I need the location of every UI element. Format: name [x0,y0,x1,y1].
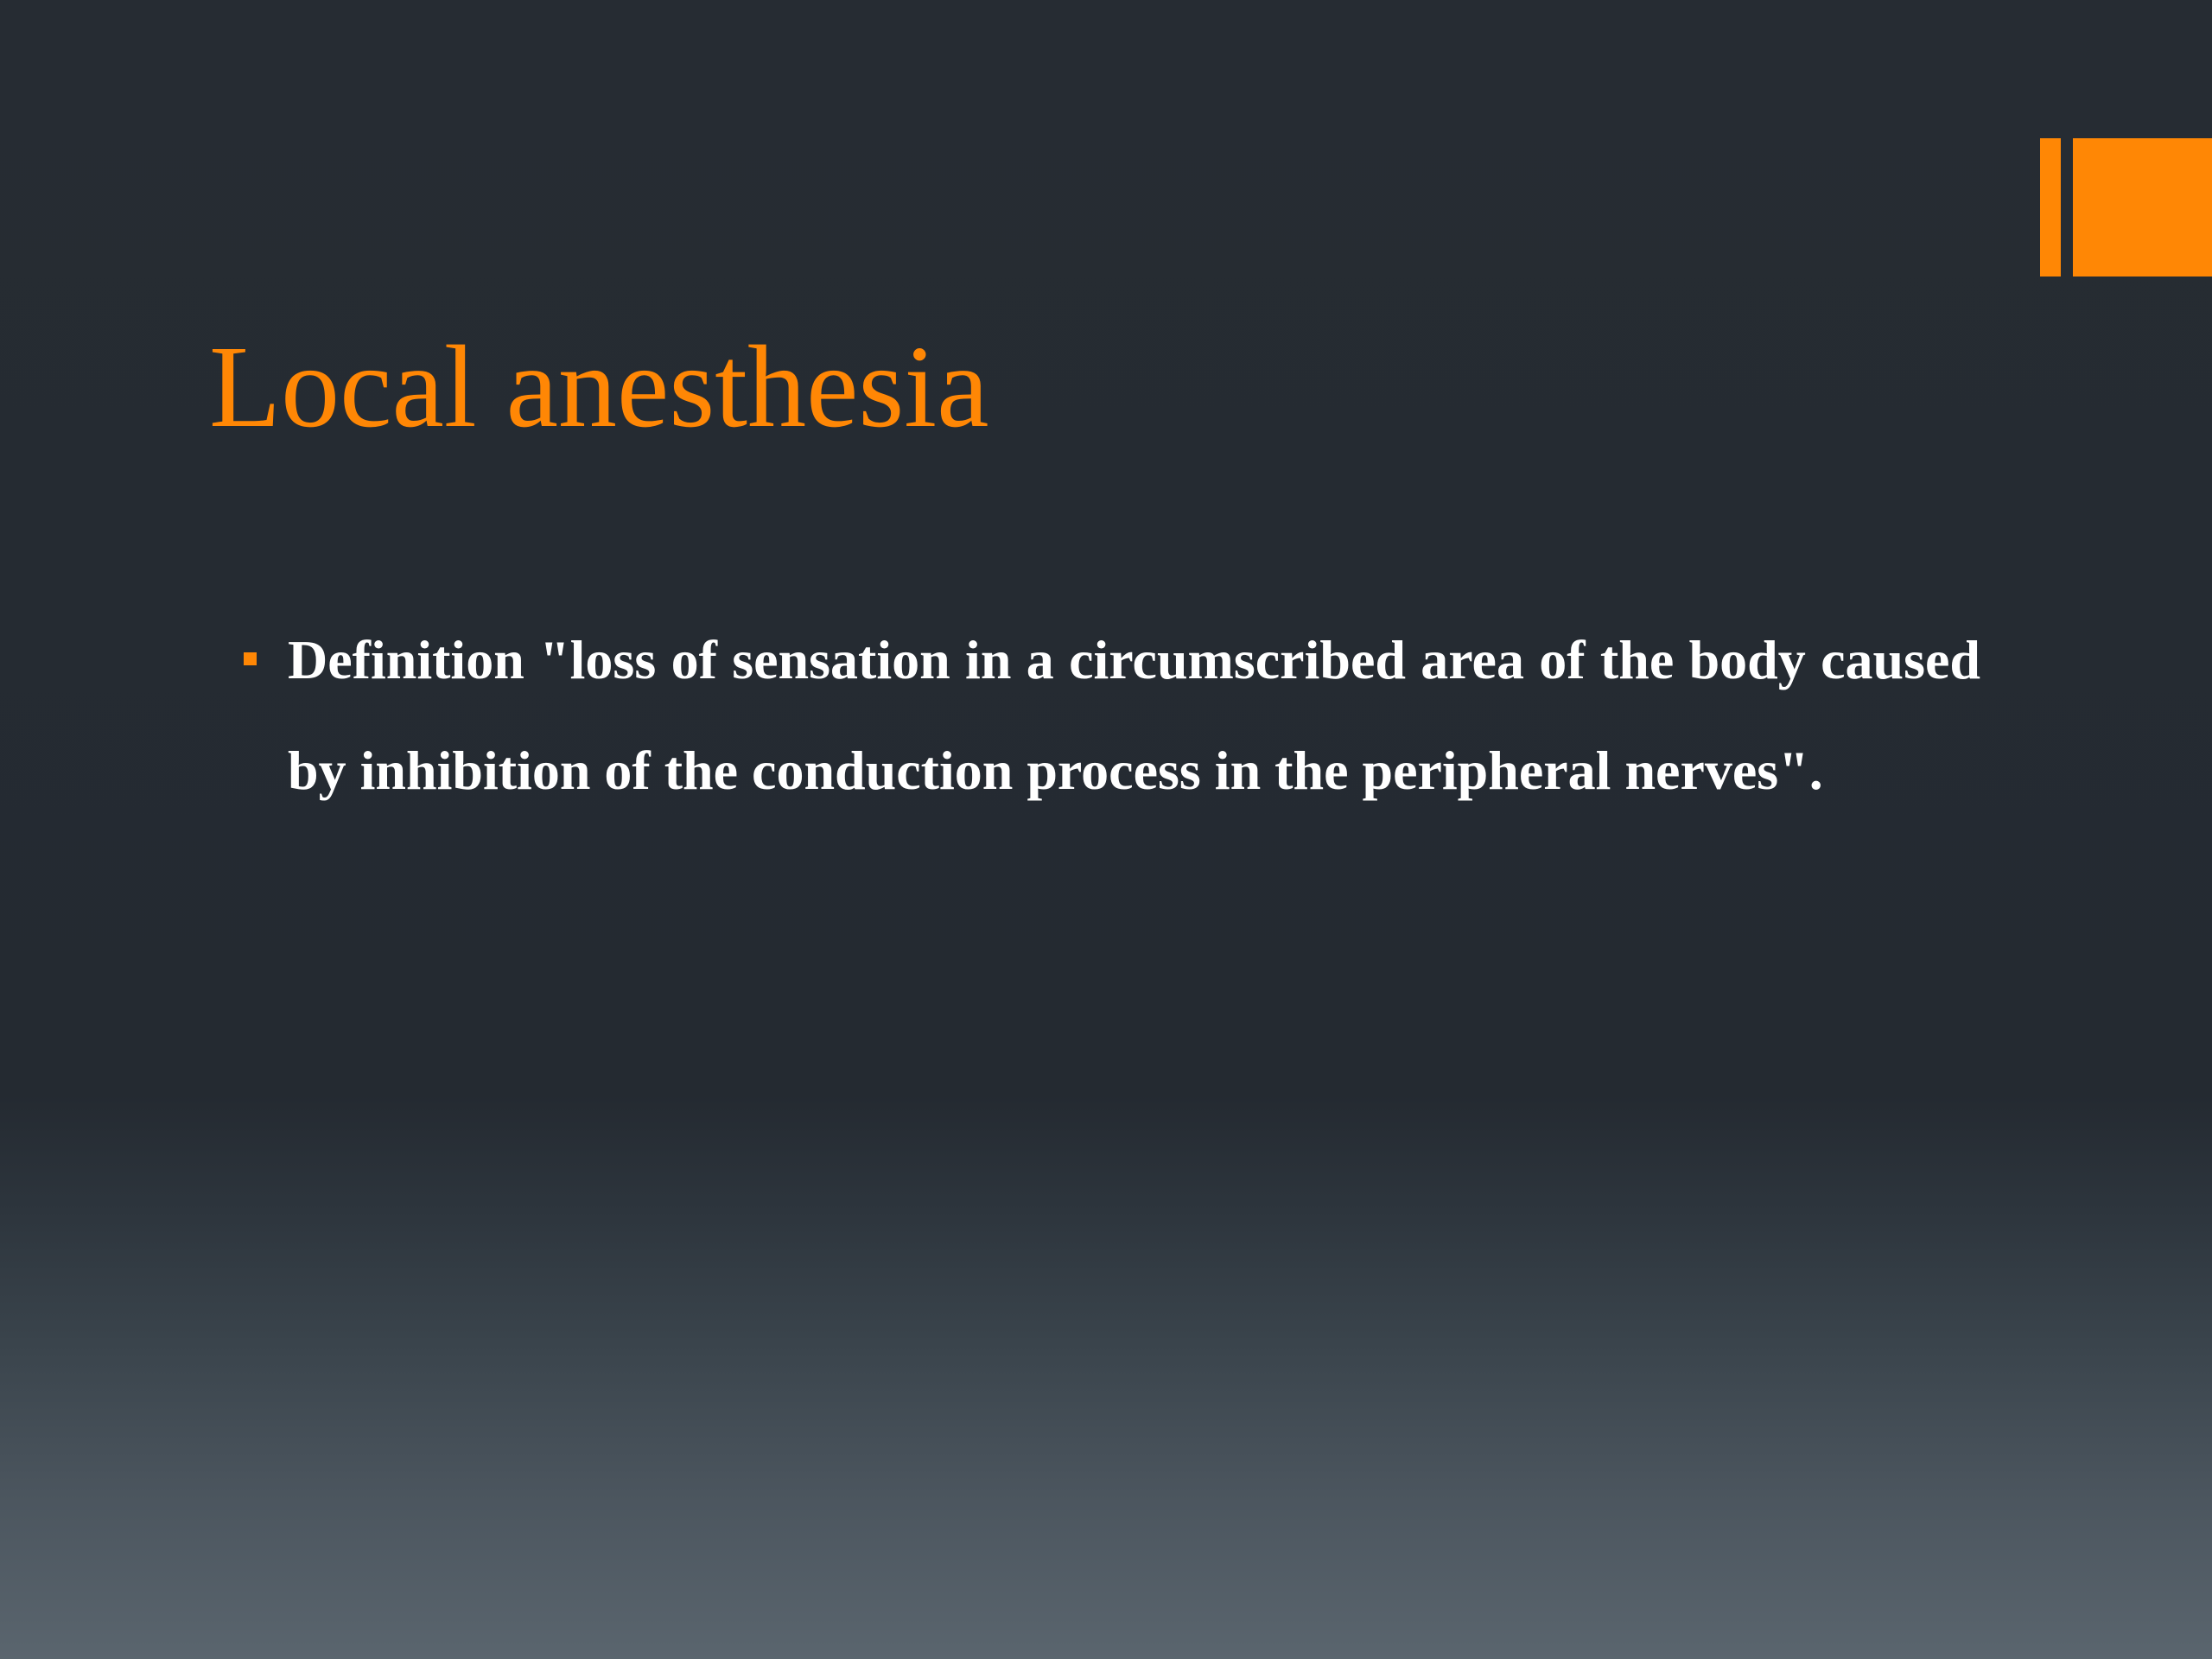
accent-bar-thin [2040,138,2061,276]
accent-bar-block [2073,138,2212,276]
bullet-text: Definition "loss of sensation in a circumscribed area of the body caused by inhibition of the conduction process in the peripheral nerves". [288,629,1980,801]
square-bullet-icon [244,652,257,665]
slide-title: Local anesthesia [209,322,989,452]
